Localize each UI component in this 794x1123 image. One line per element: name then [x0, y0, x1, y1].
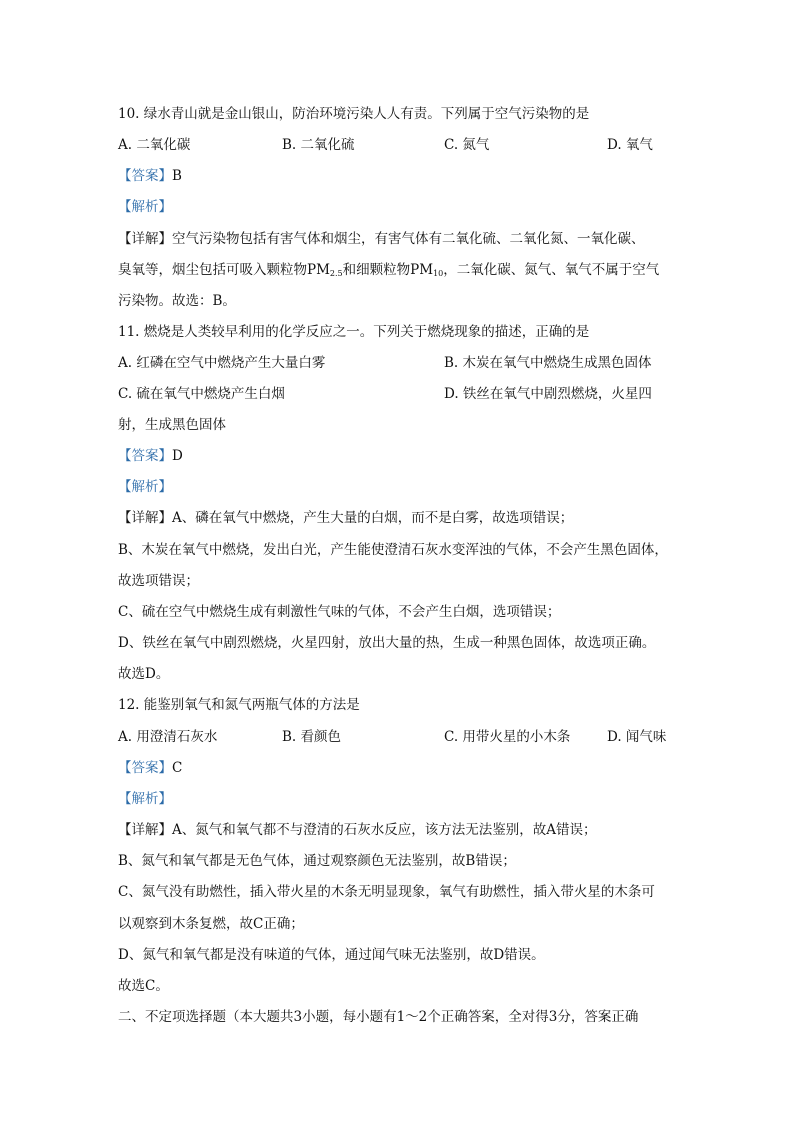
detail-line: [118, 262, 659, 282]
detail-line: [118, 231, 645, 247]
detail-line: 以观察到木条复燃，故C正确；: [118, 916, 304, 932]
detail-text: A、氮气和氧气都不与澄清的石灰水反应，该方法无法鉴别，故A错误；: [172, 822, 597, 838]
detail-line: 污染物。故选：B。: [118, 293, 236, 309]
analysis-label: 【解析】: [118, 479, 172, 495]
answer-value: C: [172, 760, 183, 776]
detail-line: D、氮气和氧气都是没有味道的气体，通过闻气味无法鉴别，故D错误。: [118, 947, 545, 963]
question-12-stem: 12. 能鉴别氧气和氮气两瓶气体的方法是: [118, 697, 360, 713]
answer-label: 【答案】: [118, 168, 172, 184]
answer-line: [118, 448, 183, 464]
option-c: C. 硫在氧气中燃烧产生白烟: [118, 386, 285, 402]
option-c: C. 用带火星的小木条: [444, 729, 571, 745]
question-10-options: [0, 137, 794, 153]
question-11-options-row2: [0, 386, 794, 402]
answer-label: 【答案】: [118, 448, 172, 464]
answer-value: D: [172, 448, 183, 464]
analysis-label: 【解析】: [118, 199, 172, 215]
answer-value: B: [172, 168, 182, 184]
detail-label: 【详解】: [118, 822, 172, 838]
detail-line: [118, 822, 597, 838]
detail-label: 【详解】: [118, 510, 172, 526]
answer-line: [118, 760, 182, 776]
detail-line: B、氮气和氧气都是无色气体，通过观察颜色无法鉴别，故B错误；: [118, 853, 516, 869]
option-c: C. 氮气: [444, 137, 490, 153]
option-a: A. 用澄清石灰水: [118, 729, 218, 745]
detail-text: 和细颗粒物: [342, 262, 411, 278]
question-11-stem: 11. 燃烧是人类较早利用的化学反应之一。下列关于燃烧现象的描述，正确的是: [118, 324, 590, 340]
question-10-stem: 10. 绿水青山就是金山银山，防治环境污染人人有责。下列属于空气污染物的是: [118, 106, 590, 122]
detail-line: D、铁丝在氧气中剧烈燃烧，火星四射，放出大量的热，生成一种黑色固体，故选项正确。: [118, 635, 656, 651]
analysis-label: 【解析】: [118, 791, 172, 807]
detail-label: 【详解】: [118, 231, 172, 247]
detail-line: C、硫在空气中燃烧生成有刺激性气味的气体，不会产生白烟，选项错误；: [118, 604, 561, 620]
option-a: A. 红磷在空气中燃烧产生大量白雾: [118, 355, 326, 371]
option-b: B. 二氧化硫: [282, 137, 355, 153]
detail-line: 故选C。: [118, 978, 169, 994]
question-11-options-row1: [0, 355, 794, 371]
section-2-heading: 二、不定项选择题（本大题共3小题，每小题有1～2个正确答案，全对得3分，答案正确: [118, 1009, 639, 1025]
option-b: B. 木炭在氧气中燃烧生成黑色固体: [444, 355, 652, 371]
pm25: $PM_{2.5}$: [307, 262, 343, 278]
detail-line: C、氮气没有助燃性，插入带火星的木条无明显现象，氧气有助燃性，插入带火星的木条可: [118, 884, 655, 900]
option-b: B. 看颜色: [282, 729, 342, 745]
detail-line: B、木炭在氧气中燃烧，发出白光，产生能使澄清石灰水变浑浊的气体，不会产生黑色固体，: [118, 542, 668, 558]
option-d: D. 铁丝在氧气中剧烈燃烧，火星四: [444, 386, 652, 402]
option-d: D. 闻气味: [607, 729, 667, 745]
detail-line: [118, 510, 573, 526]
option-a: A. 二氧化碳: [118, 137, 191, 153]
detail-line: 故选D。: [118, 666, 170, 682]
answer-label: 【答案】: [118, 760, 172, 776]
option-d: D. 氧气: [607, 137, 653, 153]
pm10: $PM_{10}$: [410, 262, 444, 278]
answer-line: [118, 168, 182, 184]
option-d-continued: 射，生成黑色固体: [118, 417, 226, 433]
question-12-options: [0, 729, 794, 745]
detail-text: 臭氧等，烟尘包括可吸入颗粒物: [118, 262, 307, 278]
detail-text: ，二氧化碳、氮气、氧气不属于空气: [443, 262, 660, 278]
detail-line: 故选项错误；: [118, 573, 199, 589]
detail-text: A、磷在氧气中燃烧，产生大量的白烟，而不是白雾，故选项错误；: [172, 510, 574, 526]
detail-text: 空气污染物包括有害气体和烟尘，有害气体有二氧化硫、二氧化氮、一氧化碳、: [172, 231, 645, 247]
